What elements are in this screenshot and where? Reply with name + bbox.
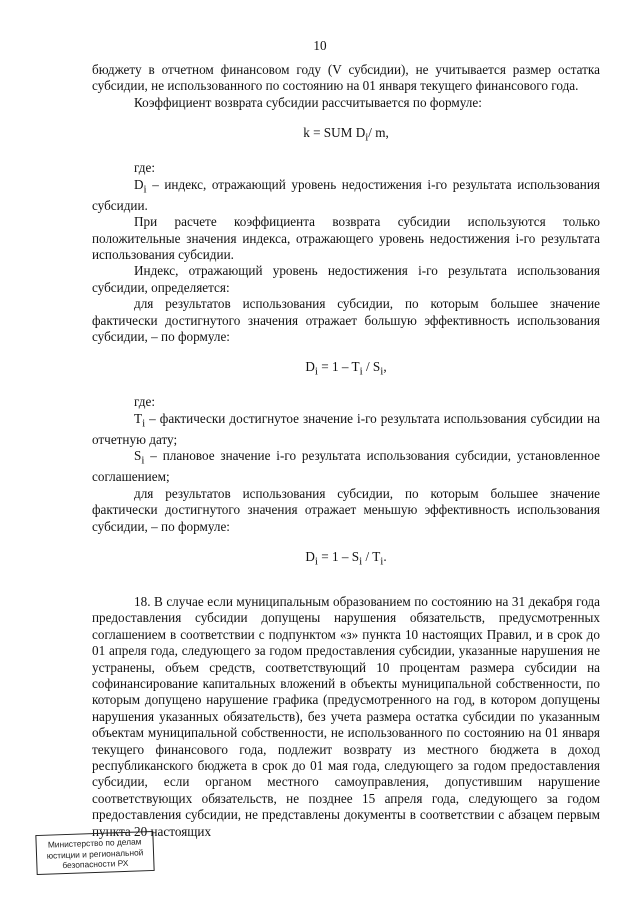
case-greater-paragraph: для результатов использования субсидии, по которым большее значение фактически достигнутого значения отражает большую эффективность использования субсидии, – по формуле: <box>92 296 600 344</box>
formula-k: k = SUM $D_i/$ m, <box>303 125 389 144</box>
positive-values-paragraph: При расчете коэффициента возврата субсидии используются только положительные значения индекса, отражающего уровень недостижения i-го результата использования субсидии. <box>92 214 600 262</box>
where-label: где: <box>134 160 155 176</box>
formula-d1: $D_i = 1 - T_i / S_i$, <box>305 359 387 379</box>
stamp-line-3: безопасности РХ <box>62 858 129 871</box>
coef-intro: Коэффициент возврата субсидии рассчитывается по формуле: <box>134 94 482 110</box>
index-defined-paragraph: Индекс, отражающий уровень недостижения i-го результата использования субсидии, определяется: <box>92 263 600 295</box>
definition-t: $T_i$ – фактически достигнутое значение i-го результата использования субсидии на отчетную дату; <box>92 410 600 447</box>
intro-paragraph: бюджету в отчетном финансовом году (V субсидии), не учитывается размер остатка субсидии, не использованного по состоянию на 01 января текущего финансового года. <box>92 62 600 94</box>
document-body <box>92 62 600 840</box>
stamp-line-2: юстиции и региональной <box>46 846 144 861</box>
stamp-line-1: Министерство по делам <box>47 836 142 850</box>
page-number: 10 <box>313 38 327 53</box>
formula-d2: $D_i = 1 - S_i / T_i$. <box>305 548 387 568</box>
definition-d: $D_i$ – индекс, отражающий уровень недостижения i-го результата использования субсидии. <box>92 176 600 213</box>
where-label-2: где: <box>134 394 155 410</box>
case-smaller-paragraph: для результатов использования субсидии, по которым большее значение фактически достигнутого значения отражает меньшую эффективность использования субсидии, – по формуле: <box>92 485 600 534</box>
ministry-stamp <box>35 831 154 875</box>
paragraph-18: 18. В случае если муниципальным образованием по состоянию на 31 декабря года предоставления субсидии допущены нарушения обязательств, предусмотренных соглашением в соответствии с подпунктом «з» пункта 10 настоящих Правил, и в срок до 01 апреля года, следующего за годом предоставления субсидии, указанные нарушения не устранены, объем средств, соответствующий 10 процентам размера субсидии на софинансирование капитальных вложений в объекты муниципальной собственности, по которым допущено нарушение графика (предусмотренного на год, в котором допущены нарушения указанных обязательств), без учета размера остатка субсидии по указанным объектам муниципальной собственности, не использованного по состоянию на 01 января текущего финансового года, подлежит возврату из местного бюджета в доход республиканского бюджета в срок до 01 мая года, следующего за годом предоставления субсидии, если органом местного самоуправления, допустившим нарушение соответствующих обязательств, не позднее 15 апреля года, следующего за годом предоставления субсидии, не представлены документы в соответствии с абзацем первым пункта 20 настоящих <box>92 594 600 839</box>
definition-s: $S_i$ – плановое значение i-го результата использования субсидии, установленное соглашением; <box>92 448 600 485</box>
